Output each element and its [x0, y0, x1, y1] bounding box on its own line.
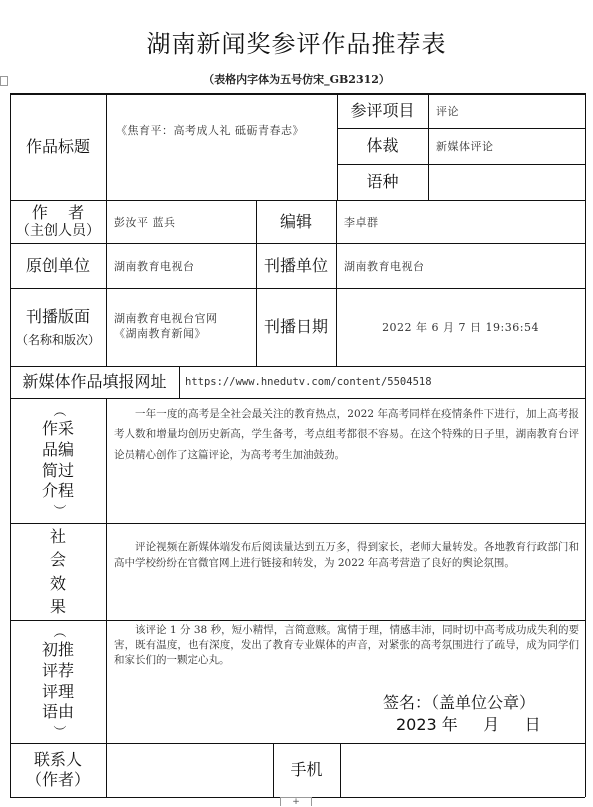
process-label-line: ） [51, 504, 67, 518]
publish-edition-label-main: 刊播版面 [25, 306, 90, 326]
table-row-add-handle[interactable]: + [280, 797, 312, 806]
publish-edition-label-sub: （名称和版次） [15, 332, 100, 347]
genre-label: 体裁 [366, 136, 399, 155]
recommendation-label-line: 评荐 [41, 660, 74, 680]
publish-unit-label: 刊播单位 [263, 255, 328, 275]
process-label [10, 398, 106, 523]
publish-edition-value-line1: 湖南教育电视台官网 [114, 312, 218, 326]
social-effect-label-line: 效 [49, 573, 66, 593]
editor-label: 编辑 [279, 211, 312, 231]
process-label-line: 品编 [41, 439, 74, 459]
publish-edition-label [10, 288, 106, 366]
language-label: 语种 [366, 172, 399, 191]
authors-value: 彭汝平 蓝兵 [114, 215, 176, 229]
page-title: 湖南新闻奖参评作品推荐表 [146, 30, 447, 58]
recommendation-text: 该评论 1 分 38 秒，短小精悍，言简意赅。寓情于理，情感丰沛，同时切中高考成功成失利的要害，既有温度，也有深度，发出了教育专业媒体的声音，对紧张的高考氛围进行了疏导，成为同学们和家长们的一颗定心丸。 [114, 624, 579, 667]
contact-label-sub: （作者） [25, 770, 90, 789]
work-title-label: 作品标题 [25, 137, 90, 156]
recommendation-label-line: 评理 [41, 681, 74, 701]
entry-item-value: 评论 [436, 105, 459, 118]
social-effect-text: 评论视频在新媒体端发布后阅读量达到五万多，得到家长，老师大量转发。各地教育行政部门和高中学校纷纷在官微官网上进行链接和转发，为 2022 年高考营造了良好的舆论氛围。 [114, 541, 579, 569]
publish-date-value: 2022 年 6 月 7 日 19:36:54 [382, 321, 539, 334]
social-effect-label-line: 社 [49, 527, 66, 547]
social-effect-label-line: 会 [49, 550, 66, 570]
process-label-line: 介程 [41, 481, 74, 501]
contact-label-main: 联系人 [33, 750, 82, 769]
signature-date: 2023 年 月 日 [396, 715, 541, 734]
social-effect-label-line: 果 [49, 596, 66, 616]
publish-date-label: 刊播日期 [263, 317, 328, 336]
original-unit-value: 湖南教育电视台 [114, 259, 195, 273]
language-value [436, 164, 581, 200]
publish-edition-value-line2: 《湖南教育新闻》 [114, 327, 206, 340]
process-label-line: 作采 [41, 418, 74, 438]
contact-label [10, 743, 106, 797]
contact-value [114, 743, 269, 797]
publish-unit-value: 湖南教育电视台 [344, 259, 425, 273]
recommendation-label-line: ） [51, 725, 67, 739]
editor-value: 李卓群 [344, 215, 379, 229]
author-label-sub: （主创人员） [16, 222, 100, 239]
author-label-main: 作 者 [31, 202, 85, 222]
url-value[interactable]: https://www.hnedutv.com/content/5504518 [185, 376, 432, 388]
process-label-line: 简过 [41, 460, 74, 480]
work-title-value: 《焦育平：高考成人礼 砥砺青春志》 [116, 124, 304, 137]
process-text: 一年一度的高考是全社会最关注的教育热点，2022 年高考同样在疫情条件下进行，加上高考报考人数和增量均创历史新高，学生备考，考点组考都很不容易。在这个特殊的日子里，湖南教育台评论员精心创作了这篇评论，为高考考生加油鼓劲。 [114, 408, 579, 461]
entry-item-label: 参评项目 [350, 101, 415, 120]
recommendation-label [10, 620, 106, 743]
page-subtitle: （表格内字体为五号仿宋_GB2312） [203, 73, 390, 86]
recommendation-label-line: （ [51, 624, 67, 638]
genre-value: 新媒体评论 [436, 140, 494, 153]
publish-edition-value [114, 288, 254, 366]
mobile-label: 手机 [290, 760, 323, 779]
social-effect-label [10, 523, 106, 620]
process-label-line: （ [51, 403, 67, 417]
recommendation-label-line: 语由 [41, 702, 74, 722]
mobile-value [348, 743, 578, 797]
url-label: 新媒体作品填报网址 [22, 372, 167, 391]
original-unit-label: 原创单位 [25, 255, 90, 275]
table-move-handle[interactable] [0, 76, 8, 86]
author-label [10, 200, 106, 243]
recommendation-label-line: 初推 [41, 639, 74, 659]
signature-line: 签名：（盖单位公章） [383, 693, 536, 712]
